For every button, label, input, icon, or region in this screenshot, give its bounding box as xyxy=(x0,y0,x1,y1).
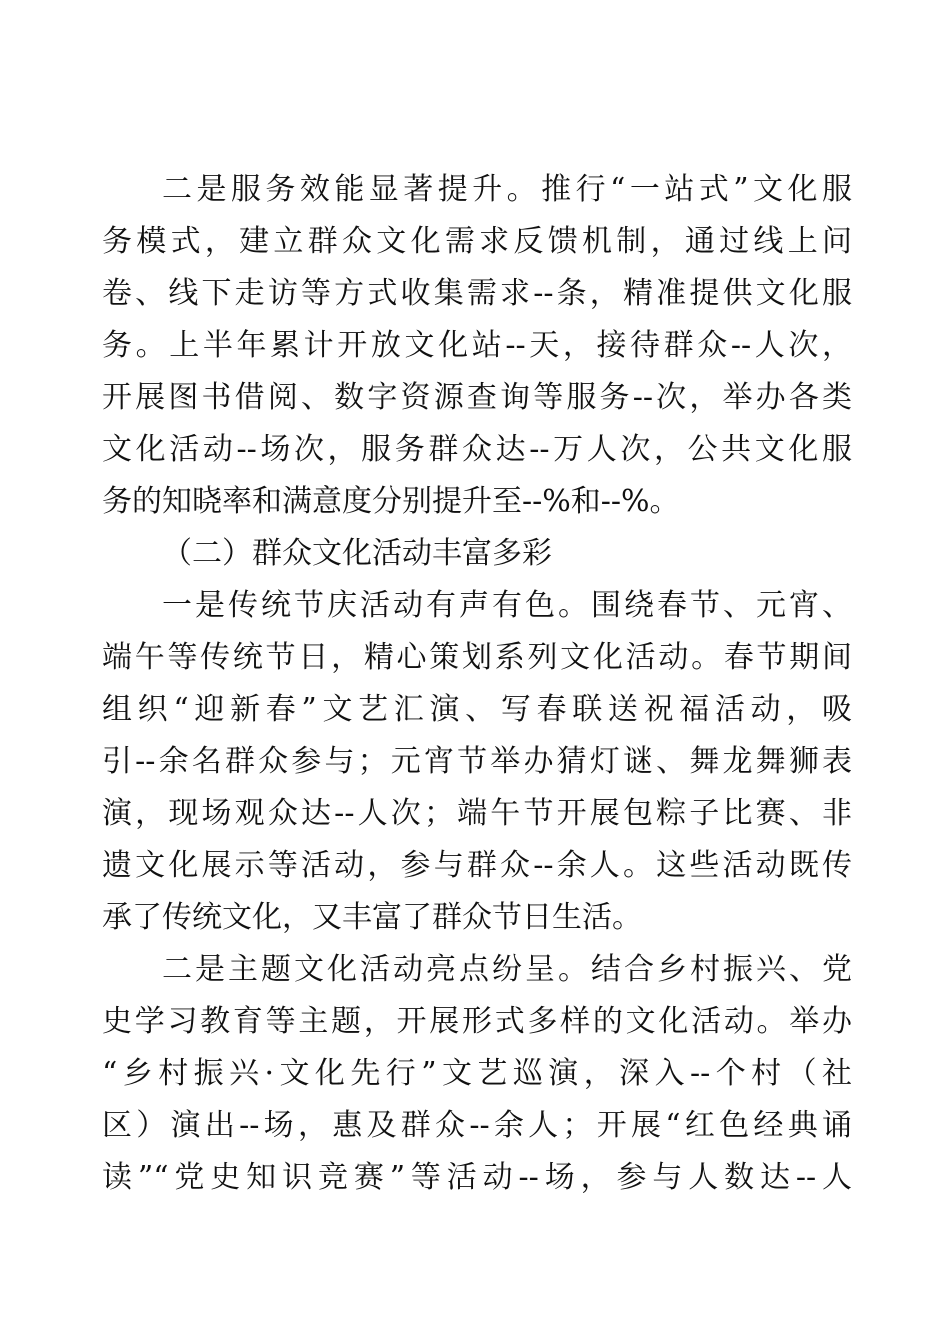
text-line: 引--余名群众参与；元宵节举办猜灯谜、舞龙舞狮表 xyxy=(102,744,852,779)
text-line: 演，现场观众达--人次；端午节开展包粽子比赛、非 xyxy=(102,796,852,831)
text-line: “乡村振兴·文化先行”文艺巡演，深入--个村（社 xyxy=(102,1056,852,1091)
text-line: 务的知晓率和满意度分别提升至--%和--%。 xyxy=(102,484,680,519)
paragraph-theme-activities xyxy=(102,944,862,1204)
text-line: 区）演出--场，惠及群众--余人；开展“红色经典诵 xyxy=(102,1108,852,1143)
paragraph-service-efficiency xyxy=(102,164,862,528)
text-line: 二是服务效能显著提升。推行“一站式”文化服 xyxy=(162,172,852,207)
text-line: 组织“迎新春”文艺汇演、写春联送祝福活动，吸 xyxy=(102,692,852,727)
text-line: 卷、线下走访等方式收集需求--条，精准提供文化服 xyxy=(102,276,852,311)
document-body xyxy=(102,164,862,1204)
section-heading-text: （二）群众文化活动丰富多彩 xyxy=(162,536,552,571)
paragraph-traditional-festivals xyxy=(102,580,862,944)
text-line: 遗文化展示等活动，参与群众--余人。这些活动既传 xyxy=(102,848,852,883)
text-line: 端午等传统节日，精心策划系列文化活动。春节期间 xyxy=(102,640,852,675)
text-line: 史学习教育等主题，开展形式多样的文化活动。举办 xyxy=(102,1004,852,1039)
text-line: 开展图书借阅、数字资源查询等服务--次，举办各类 xyxy=(102,380,852,415)
text-line: 读”“党史知识竞赛”等活动--场，参与人数达--人 xyxy=(102,1160,852,1195)
text-line: 二是主题文化活动亮点纷呈。结合乡村振兴、党 xyxy=(162,952,852,987)
section-heading xyxy=(102,528,862,580)
text-line: 务。上半年累计开放文化站--天，接待群众--人次， xyxy=(102,328,852,363)
text-line: 务模式，建立群众文化需求反馈机制，通过线上问 xyxy=(102,224,852,259)
text-line: 文化活动--场次，服务群众达--万人次，公共文化服 xyxy=(102,432,852,467)
text-line: 承了传统文化，又丰富了群众节日生活。 xyxy=(102,900,642,935)
text-line: 一是传统节庆活动有声有色。围绕春节、元宵、 xyxy=(162,588,852,623)
